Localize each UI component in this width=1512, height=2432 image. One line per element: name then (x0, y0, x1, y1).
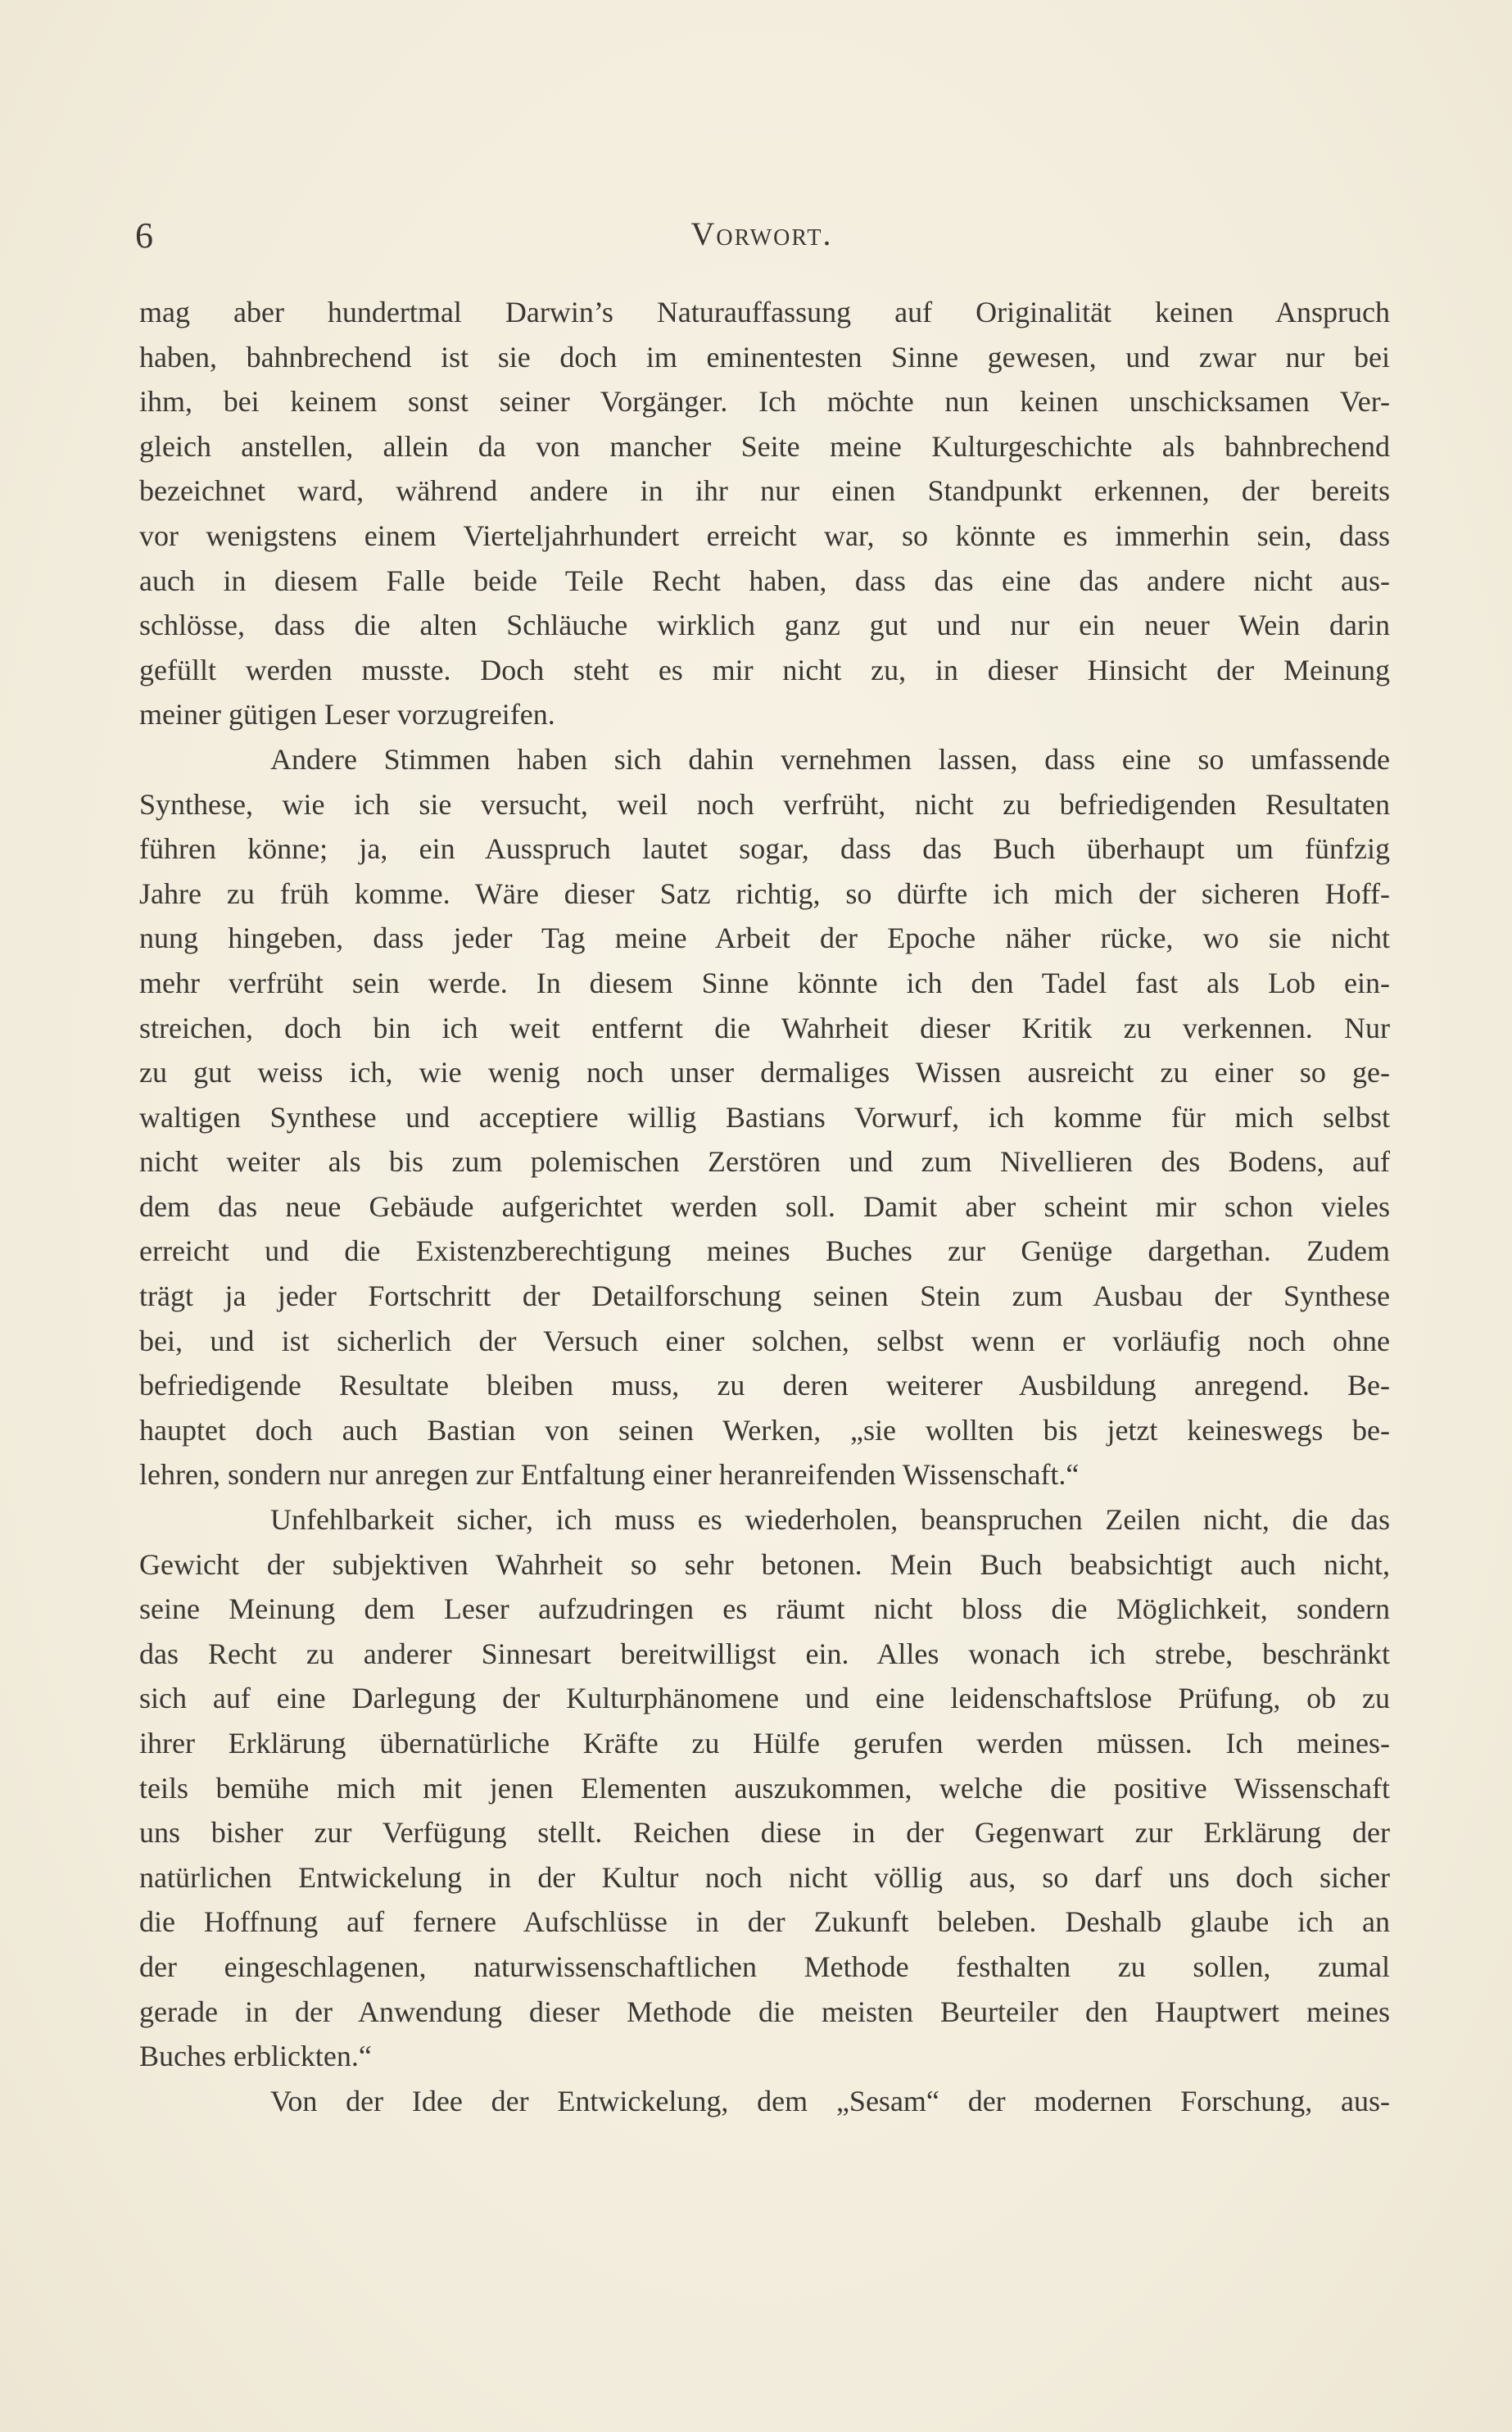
text-line: Andere Stimmen haben sich dahin vernehmen lassen, dass eine so umfassende (270, 742, 1390, 776)
text-line: dem das neue Gebäude aufgerichtet werden soll. Damit aber scheint mir schon vieles (139, 1189, 1390, 1223)
text-line: natürlichen Entwickelung in der Kultur noch nicht völlig aus, so darf uns doch sicher (139, 1860, 1390, 1894)
text-line: streichen, doch bin ich weit entfernt die Wahrheit dieser Kritik zu verkennen. Nur (139, 1011, 1390, 1044)
text-line: das Recht zu anderer Sinnesart bereitwilligst ein. Alles wonach ich strebe, beschränkt (139, 1637, 1390, 1670)
text-line: die Hoffnung auf fernere Aufschlüsse in der Zukunft beleben. Deshalb glaube ich an (139, 1905, 1390, 1939)
text-line: ihm, bei keinem sonst seiner Vorgänger. Ich möchte nun keinen unschicksamen Ver- (139, 385, 1390, 419)
text-line: ihrer Erklärung übernatürliche Kräfte zu Hülfe gerufen werden müssen. Ich meines- (139, 1727, 1390, 1759)
text-line: waltigen Synthese und acceptiere willig Bastians Vorwurf, ich komme für mich selbst (139, 1100, 1390, 1134)
text-line: zu gut weiss ich, wie wenig noch unser dermaliges Wissen ausreicht zu einer so ge- (139, 1056, 1390, 1089)
text-line: Von der Idee der Entwickelung, dem „Sesam“ der modernen Forschung, aus- (270, 2084, 1390, 2117)
page-header (135, 215, 1388, 264)
text-line: Synthese, wie ich sie versucht, weil noch verfrüht, nicht zu befriedigenden Resultaten (139, 787, 1390, 821)
body-text (139, 290, 1390, 2123)
text-line: befriedigende Resultate bleiben muss, zu deren weiterer Ausbildung anregend. Be- (139, 1369, 1390, 1402)
text-line: lehren, sondern nur anregen zur Entfaltung einer heranreifenden Wissenschaft.“ (139, 1458, 1080, 1492)
text-line: bezeichnet ward, während andere in ihr nur einen Standpunkt erkennen, der bereits (139, 474, 1390, 508)
text-line: uns bisher zur Verfügung stellt. Reichen diese in der Gegenwart zur Erklärung der (139, 1816, 1390, 1850)
text-line: nung hingeben, dass jeder Tag meine Arbeit der Epoche näher rücke, wo sie nicht (139, 922, 1390, 955)
text-line: gefüllt werden musste. Doch steht es mir nicht zu, in dieser Hinsicht der Meinung (139, 653, 1390, 686)
text-line: schlösse, dass die alten Schläuche wirklich ganz gut und nur ein neuer Wein darin (139, 609, 1390, 642)
text-line: trägt ja jeder Fortschritt der Detailforschung seinen Stein zum Ausbau der Synthese (139, 1279, 1390, 1313)
text-line: seine Meinung dem Leser aufzudringen es räumt nicht bloss die Möglichkeit, sondern (139, 1592, 1390, 1626)
text-line: meiner gütigen Leser vorzugreifen. (139, 698, 555, 731)
text-line: haben, bahnbrechend ist sie doch im eminentesten Sinne gewesen, und zwar nur bei (139, 340, 1390, 374)
text-line: der eingeschlagenen, naturwissenschaftlichen Methode festhalten zu sollen, zumal (139, 1950, 1390, 1983)
text-line: Jahre zu früh komme. Wäre dieser Satz richtig, so dürfte ich mich der sicheren Hoff- (139, 876, 1390, 910)
text-line: hauptet doch auch Bastian von seinen Werken, „sie wollten bis jetzt keineswegs be- (139, 1413, 1390, 1447)
text-line: führen könne; ja, ein Ausspruch lautet sogar, dass das Buch überhaupt um fünfzig (139, 832, 1390, 866)
text-line: gleich anstellen, allein da von mancher Seite meine Kulturgeschichte als bahnbrechend (139, 429, 1390, 463)
page-number: 6 (135, 215, 154, 256)
text-line: sich auf eine Darlegung der Kulturphänomene und eine leidenschaftslose Prüfung, ob zu (139, 1682, 1390, 1715)
text-line: erreicht und die Existenzberechtigung meines Buches zur Genüge dargethan. Zudem (139, 1234, 1390, 1268)
text-line: nicht weiter als bis zum polemischen Zerstören und zum Nivellieren des Bodens, auf (139, 1145, 1390, 1179)
text-line: teils bemühe mich mit jenen Elementen auszukommen, welche die positive Wissenschaft (139, 1771, 1390, 1805)
text-line: Buches erblickten.“ (139, 2040, 372, 2073)
text-line: bei, und ist sicherlich der Versuch einer solchen, selbst wenn er vorläufig noch ohne (139, 1324, 1390, 1357)
text-line: mag aber hundertmal Darwin’s Naturauffassung auf Originalität keinen Anspruch (139, 296, 1390, 328)
text-line: gerade in der Anwendung dieser Methode die meisten Beurteiler den Hauptwert meines (139, 1995, 1390, 2028)
text-line: Gewicht der subjektiven Wahrheit so sehr betonen. Mein Buch beabsichtigt auch nicht, (139, 1547, 1390, 1581)
text-line: Unfehlbarkeit sicher, ich muss es wiederholen, beanspruchen Zeilen nicht, die das (270, 1503, 1390, 1537)
text-line: auch in diesem Falle beide Teile Recht haben, dass das eine das andere nicht aus- (139, 564, 1390, 597)
text-line: mehr verfrüht sein werde. In diesem Sinne könnte ich den Tadel fast als Lob ein- (139, 966, 1390, 999)
text-line: vor wenigstens einem Vierteljahrhundert erreicht war, so könnte es immerhin sein, dass (139, 519, 1390, 552)
running-head: Vorwort. (690, 215, 833, 252)
